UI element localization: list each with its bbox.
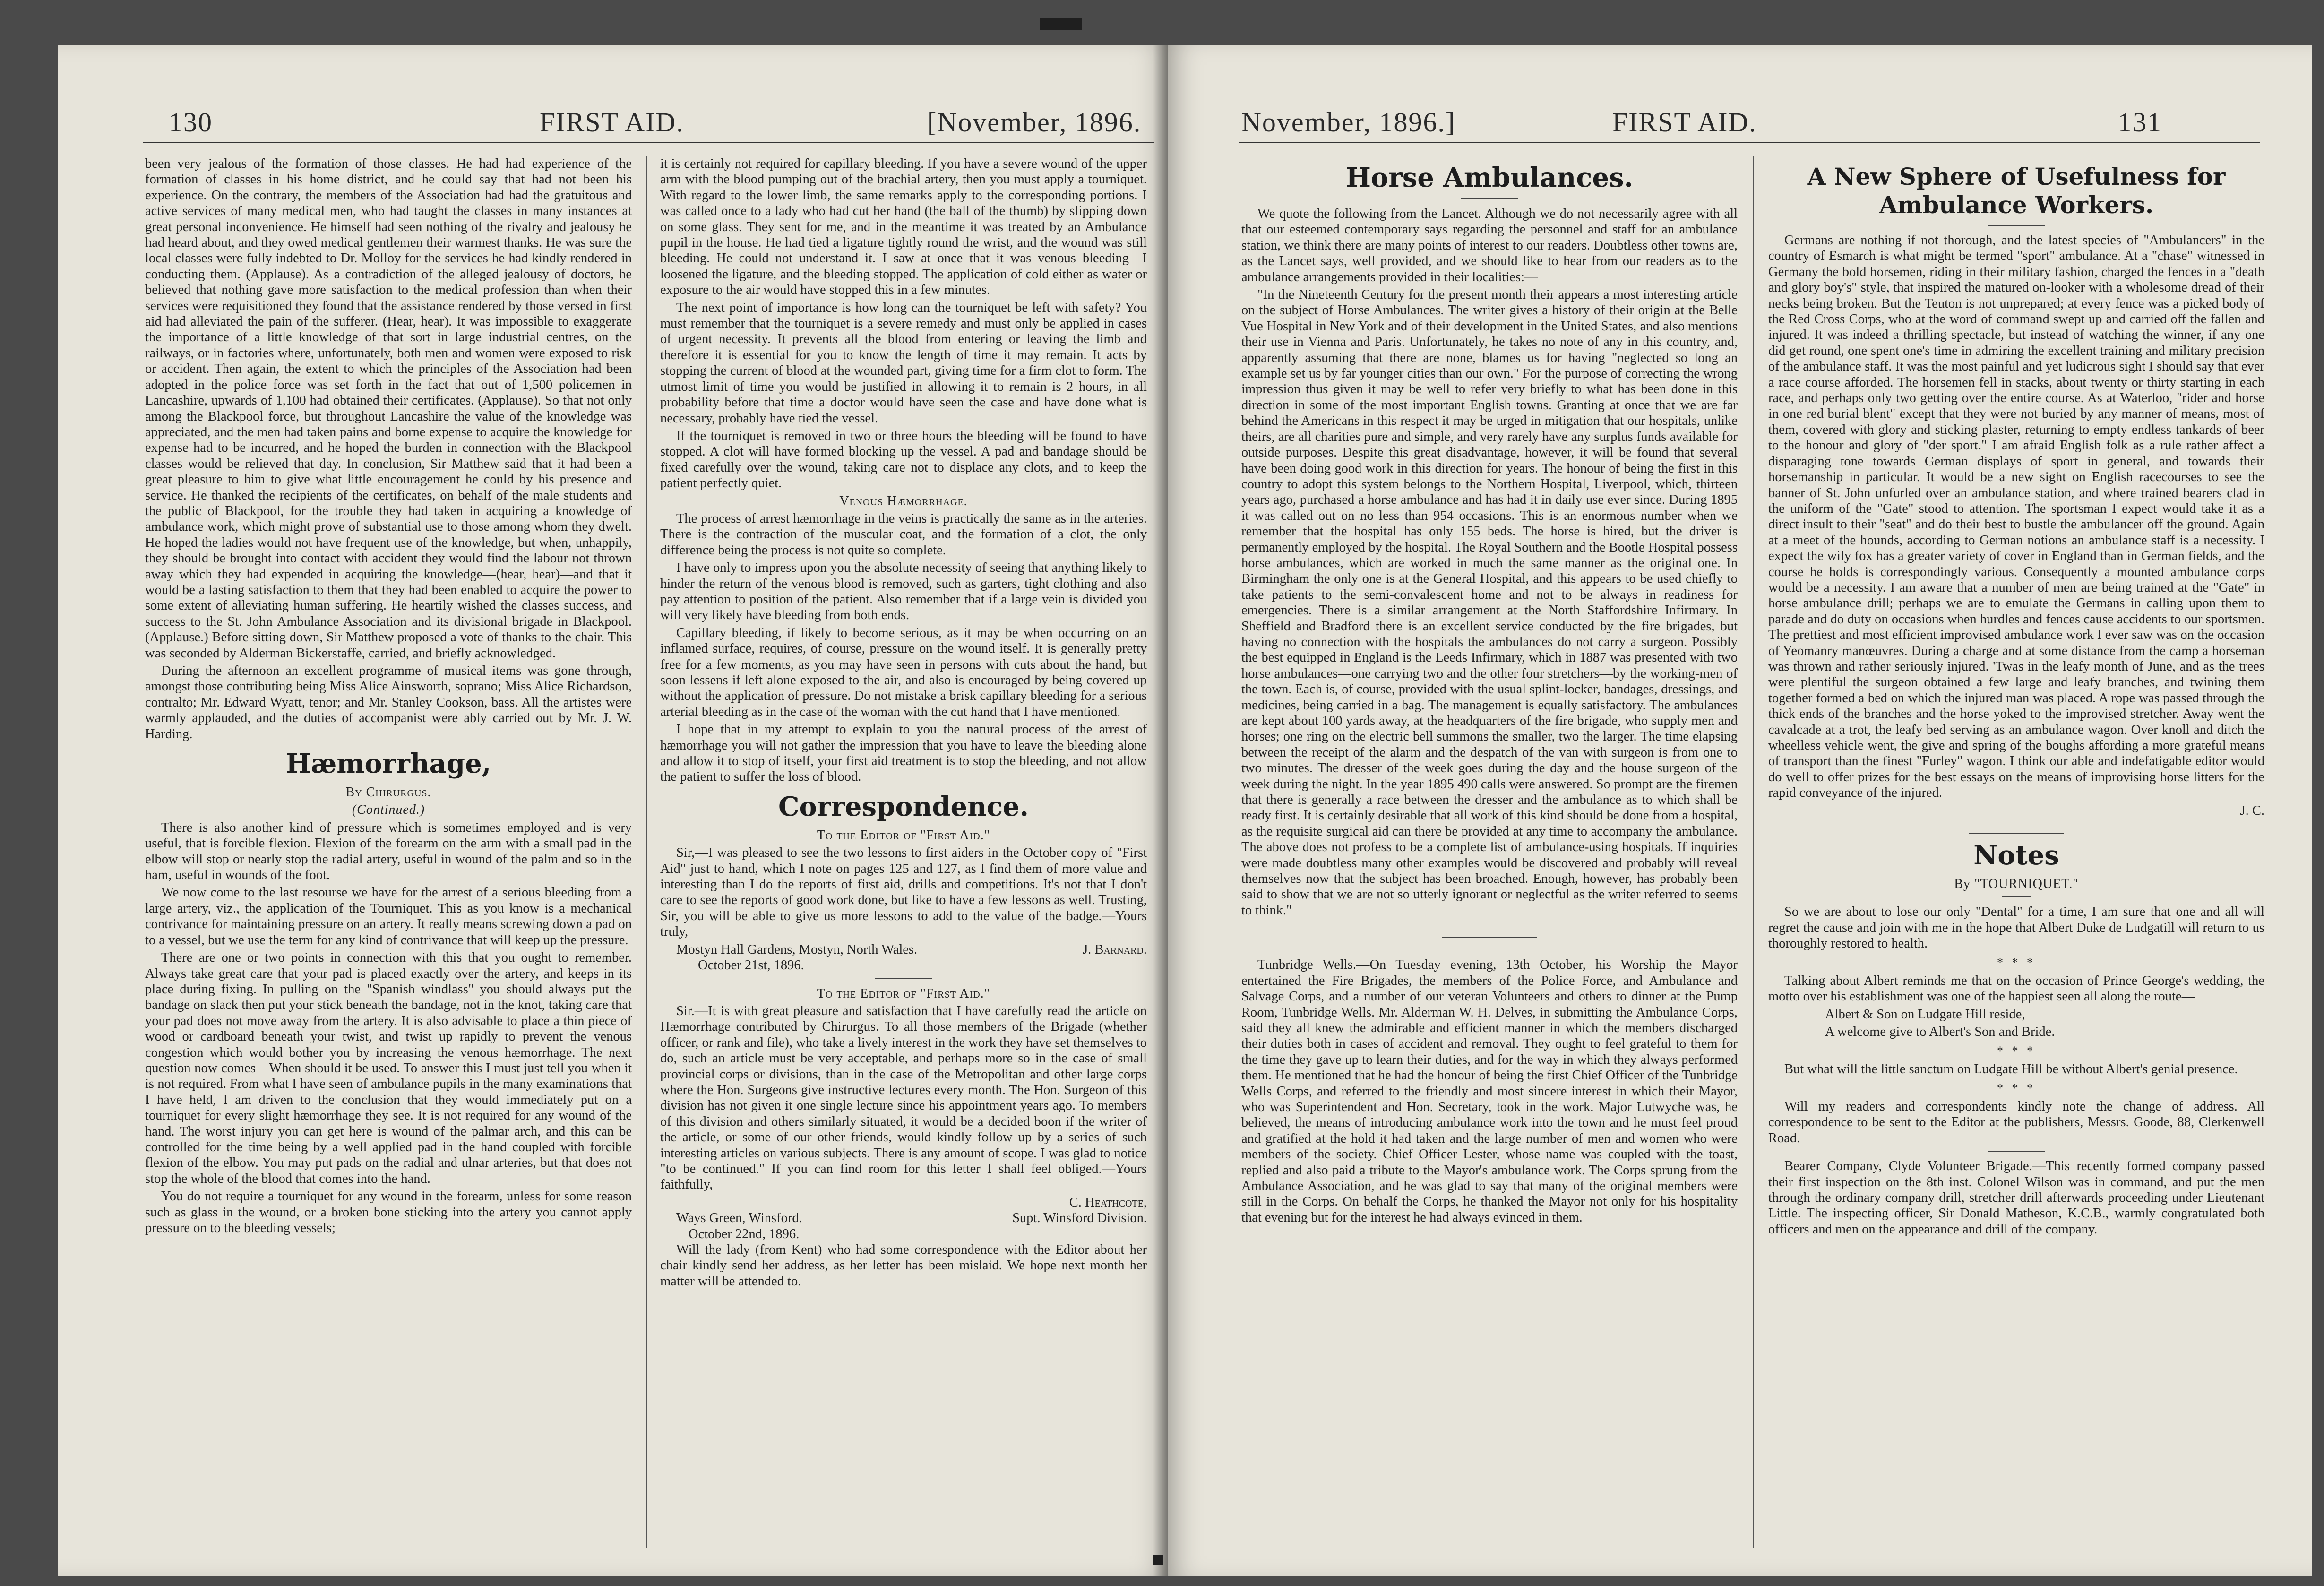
letter-body: Sir,—I was pleased to see the two lessons to first aiders in the October copy of "First Aid" just to hand, which I note on pages 125 and 127, as I find them of more value and interesting than I do the reports of first aid, drills and competitions. It's not that I don't care to see the reports of good work done, but like to have a few lessons as well. Trusting, Sir, you will be able to give us more lessons to add to the value of the badge.—Yours truly, [660,845,1147,940]
section-stars: * * * [1997,955,2036,969]
journal-title: FIRST AID. [1612,107,1757,138]
divider [2002,896,2031,897]
concert-paragraph: During the afternoon an excellent programme of musical items was gone through, amongst those contributing being Miss Alice Ainsworth, soprano; Miss Alice Richardson, contralto; Mr. Edward Wyatt, tenor; and Mr. Stanley Cookson, bass. All the artistes were warmly applauded, and the duties of accompanist were ably carried out by Mr. J. W. Harding. [145,664,632,741]
issue-date: [November, 1896. [927,107,1142,138]
letter-address: Ways Green, Winsford. [676,1211,802,1226]
article-paragraph: There is also another kind of pressure which is sometimes employed and is very useful, that is forcible flexion. Flexion of the forearm on the arm with a small pad in the elbow will stop or nearly stop the radial artery, useful in wound of the palm and so in the ham, useful in wounds of the foot. [145,820,632,883]
journal-title: FIRST AID. [540,107,684,138]
letter-date: October 21st, 1896. [698,958,804,973]
article-paragraph: I have only to impress upon you the absolute necessity of seeing that anything likely to hinder the return of the venous blood is removed, such as garters, tight clothing and also pay attention to position of the patient. Also remember that if a large vein is divided you will very likely have bleeding from both ends. [660,560,1147,623]
article-paragraph: You do not require a tourniquet for any wound in the forearm, unless for some reason such as glass in the wound, or a broken bone sticking into the artery you cannot apply pressure on to the bleeding vessels; [145,1189,632,1235]
letter-address: Mostyn Hall Gardens, Mostyn, North Wales. [676,942,918,957]
issue-date: November, 1896.] [1241,107,1456,138]
article-paragraph: "In the Nineteenth Century for the present month their appears a most interesting article on the subject of Horse Ambulances. The writer gives a history of their origin at the Belle Vue Hospital in New York and of their development in the United States, and also mentions their use in Vienna and Paris. Unfortunately, he takes no note of any in this country, and, apparently assuming that there are none, blames us for having "neglected so long an example set us by far younger cities than our own." For the purpose of correcting the wrong impression thus given it may be well to refer very briefly to what has been done in this direction in some of the most important English towns. Granting at once that we are far behind the Americans in this respect it may be urged in mitigation that our hospitals, unlike theirs, are all charities pure and simple, and very rarely have any surplus funds available for outside purposes. Despite this great disadvantage, however, it will be found that several have been doing good work in this direction for years. The honour of being the first in this country to adopt this system belongs to the Northern Hospital, Liverpool, which, thirteen years ago, purchased a horse ambulance and has had it in daily use ever since. During 1895 it was called out on no less than 954 occasions. This is an enormous number when we remember that the hospital has only 155 beds. The horse is hired, but the driver is permanently employed by the hospital. The Royal Southern and the Bootle Hospital possess horse ambulances, which are worked in much the same manner as the original one. In Birmingham the only one is at the General Hospital, and this appears to be used chiefly to take patients to the semi-convalescent home and not to be always in readiness for emergencies. There is a similar arrangement at the North Staffordshire Infirmary. In Sheffield and Bradford there is an excellent service conducted by the fire brigades, but having no connection with the hospitals the ambulances do not carry a surgeon. Possibly the best equipped in England is the Leeds Infirmary, which in 1887 was presented with two horse ambulances—one carrying two and the other four stretchers—by the working-men of the town. Each is, of course, provided with the usual splint-locker, bandages, dressings, and medicines, being carried in a bag. The management is equally satisfactory. The ambulances are kept about 100 yards away, at the headquarters of the fire brigade, who supply men and horses; one ring on the electric bell summons the smaller, two the larger. The time elapsing between the receipt of the alarm and the despatch of the van with surgeon is from one to two minutes. The dresser of the week goes during the day and the house surgeon of the week during the night. In the year 1895 490 calls were answered. So prompt are the firemen that there is generally a race between the dresser and the ambulance as to which shall be ready first. It is certainly desirable that all work of this kind should be done from a hospital, as the requisite surgical aid can there be provided at any time to accompany the ambulance. The above does not profess to be a complete list of ambulance-using hospitals. If inquiries were made doubtless many other examples would be discovered and probably will reveal themselves now that the subject has been broached. Enough, however, has probably been said to show that we are not so utterly ignorant or neglectful as the writer referred to seems to think." [1241,287,1738,918]
note-paragraph: So we are about to lose our only "Dental" for a time, I am sure that one and all will regret the cause and join with me in the hope that Albert Duke de Ludgatill will return to us thoroughly restored to health. [1768,905,2264,951]
article-paragraph: If the tourniquet is removed in two or three hours the bleeding will be found to have stopped. A clot will have formed blocking up the vessel. A pad and bandage should be fixed carefully over the wound, taking care not to displace any clots, and to keep the patient perfectly quiet. [660,428,1147,491]
section-heading: Correspondence. [778,791,1029,822]
byline: By "TOURNIQUET." [1954,877,2079,892]
article-paragraph: Capillary bleeding, if likely to become serious, as it may be when occurring on an inflamed surface, requires, of course, pressure on the wound itself. It is generally pretty free for a few moments, as you may have seen in persons with cuts about the hand, but soon lessens if left alone exposed to the air, and also is encouraged by being covered up without the application of pressure. Do not mistake a brisk capillary bleeding for a serious arterial bleeding as in the case of the woman with the cut hand that I have mentioned. [660,625,1147,719]
closing-notice: Will the lady (from Kent) who had some correspondence with the Editor about her chair kindly send her address, as her letter has been mislaid. We hope next month her matter will be attended to. [660,1242,1147,1289]
article-heading: A New Sphere of Usefulness for Ambulance Workers. [1807,163,2226,219]
column-divider [646,156,647,1548]
section-stars: * * * [1997,1081,2036,1095]
quote-line: Albert & Son on Ludgate Hill reside, [1825,1007,2025,1022]
left-page [58,45,1168,1576]
right-column-1 [1241,156,1738,1548]
article-paragraph: it is certainly not required for capillary bleeding. If you have a severe wound of the upper arm with the blood pumping out of the brachial artery, then you must apply a tourniquet. With regard to the lower limb, the same remarks apply to the corresponding portions. I was called once to a lady who had cut her hand (the ball of the thumb) by slipping down on some glass. They sent for me, and in the meantime it was treated by an Ambulance pupil in the house. He had tied a ligature tightly round the wrist, and the wound was still bleeding. He could not understand it. I saw at once that it was venous bleeding—I loosened the ligature, and the bleeding stopped. The application of cold either as water or exposure to the air would have stopped this in a few minutes. [660,156,1147,298]
article-paragraph: I hope that in my attempt to explain to you the natural process of the arrest of hæmorrhage you will not gather the impression that you have to leave the bleeding alone and allow it to stop of itself, your first aid treatment is to stop the bleeding, and not allow the patient to suffer the loss of blood. [660,722,1147,784]
letter-salutation: To the Editor of "First Aid." [817,986,990,1001]
note-paragraph: But what will the little sanctum on Ludgate Hill be without Albert's genial presence. [1784,1062,2238,1077]
speech-paragraph: been very jealous of the formation of those classes. He had had experience of the formation of classes in his home district, and he could say that had not been his experience. On the contrary, the members of the Association had had the gratuitous and active services of many medical men, who had taught the classes in many instances at great personal inconvenience. He himself had seen nothing of the rivalry and jealousy he had heard about, and they owed medical gentlemen their warmest thanks. He was sure the local classes were fully indebted to Dr. Molloy for the services he had kindly rendered in conducting them. (Applause). As a contradiction of the alleged jealousy of doctors, he believed that nothing gave more satisfaction to the medical profession than when their services were requisitioned they found that the assistance rendered by those versed in first aid had alleviated the pain of the sufferer. (Hear, hear). It was impossible to exaggerate the importance of a little knowledge of that sort in large industrial centres, on the railways, or in factories where, unfortunately, both men and women were exposed to risk or accident. Then again, the extent to which the principles of the Association had been adopted in the police force was set forth in the fact that out of 1,500 policemen in Lancashire, upwards of 1,100 had obtained their certificates. (Applause). So that not only among the Blackpool force, but throughout Lancashire the value of the knowledge was appreciated, and the men had taken pains and borne expense to acquire the knowledge for expense had to be incurred, and he hoped the burden in connection with the Blackpool classes would be relieved that day. In conclusion, Sir Matthew said that it had been a great pleasure to him to give what little encouragement he could by his presence and service. He thanked the recipients of the certificates, on behalf of the male students and the public of Blackpool, for the trouble they had taken in acquiring a knowledge of ambulance work, which might prove of substantial use to those among whom they dwelt. He hoped the ladies would not have frequent use of the knowledge, but when, unhappily, they should be brought into contact with accident they would find the labour not thrown away which they had expended in acquiring the knowledge—(hear, hear)—and that it would be a lasting satisfaction to them that they had been enabled to acquire the power to some extent of alleviating human suffering. He heartily wished the classes success, and success to the St. John Ambulance Association and its divisional brigade in Blackpool. (Applause.) Before sitting down, Sir Matthew proposed a vote of thanks to the chair. This was seconded by Alderman Bickerstaffe, carried, and briefly acknowledged. [145,156,632,661]
letter-body: Sir.—It is with great pleasure and satisfaction that I have carefully read the article on Hæmorrhage contributed by Chirurgus. To all those members of the Brigade (whether officer, or rank and file), who take a lively interest in the work they have set themselves to do, such an article must be very acceptable, and perhaps more so in the case of small provincial corps or divisions, than in the case of the Metropolitan and other large corps where the Hon. Surgeons give instructive lectures every month. The Hon. Surgeon of this division has not given it one single lecture since his appointment years ago. To members of this division and others similarly situated, it would be a decided boon if the writer of the article, or some of our other friends, would kindly follow up by a series of such interesting articles on various subjects. There is any amount of scope. I was glad to notice "to be continued." If you can find room for this letter I shall feel obliged.—Yours faithfully, [660,1003,1147,1192]
continued-note: (Continued.) [352,802,425,818]
note-paragraph: Bearer Company, Clyde Volunteer Brigade.—This recently formed company passed their first inspection on the 8th inst. Colonel Wilson was in command, and put the men through the ordinary company drill, stretcher drill afterwards proceeding under Lieutenant Little. The inspecting officer, Sir Donald Matheson, K.C.B., warmly congratulated both officers and men on the appearance and drill of the company. [1768,1159,2264,1237]
divider [1442,937,1537,938]
article-paragraph: Germans are nothing if not thorough, and the latest species of "Ambulancers" in the country of Esmarch is what might be termed "sport" ambulance. At a "chase" witnessed in Germany the bold horsemen, riding in their military fashion, charged the fences in a "death and glory boy's" style, that inspired the matured on-looker with a wholesome dread of their necks being broken. But the Teuton is not unprepared; at every fence was a picked body of the Red Cross Corps, who at the word of command swept up and carried off the fallen and injured. It was indeed a thrilling spectacle, but instead of watching the winner, if any one did get round, one spent one's time in admiring the excellent training and military precision of the ambulance staff. It was the most painful and yet ludicrous sight I should say that ever a race course afforded. The horsemen fell in stacks, about twenty or thirty starting in each race, and perhaps only two getting over the entire course. As at Waterloo, "rider and horse in one red burial blent" except that they were not buried by any manner of means, most of them, covered with glory and sticking plaster, returning to empty endless tankards of beer to the honour and glory of "der sport." I am afraid English folk as a rule rather affect a disparaging tone towards German displays of sport in general, and towards their horsemanship in particular. It would be a new sight on English racecourses to see the banner of St. John unfurled over an ambulance station, and where trained bearers clad in the uniform of the "Gate" stood to attention. The sportsman I expect would take it as a direct insult to their "seat" and do their best to bustle the ambulancer off the ground. Again at a meet of the hounds, according to German notions an ambulance staff is a necessity. I expect the wily fox has a greater variety of cover in England than in German fields, and the course he holds is correspondingly various. Consequently a mounted ambulance corps would be a necessity. I am aware that a number of men are being trained at the "Gate" in horse ambulance drill; perhaps we are to emulate the Germans in calling upon them to parade and do duty on occasions when hurdles and fences cause accidents to our sportsmen. The prettiest and most efficient improvised ambulance work I ever saw was on the occasion of Yeomanry manœuvres. During a charge and at some distance from the camp a horseman was thrown and rather seriously injured. 'Twas in the leafy month of June, and as the trees were plentiful the surgeon obtained a few large and leafy branches, and twining them together formed a bed on which the injured man was placed. A rope was passed through the thick ends of the branches and the horse yoked to the improvised stretcher. Away went the cavalcade at a trot, the leafy bed serving as an ambulance wagon. Over knoll and ditch the wheelless vehicle went, the give and spring of the boughs affording a more grateful means of transport than the finest "Furley" wagon. I think our able and indefatigable editor would do well to offer prizes for the best essays on the means of improvising horse litters for the rapid conveyance of the injured. [1768,233,2264,801]
right-column-2 [1768,156,2264,1548]
left-column-1 [145,156,632,1548]
corner-mark [1153,1555,1163,1565]
news-paragraph: Tunbridge Wells.—On Tuesday evening, 13th October, his Worship the Mayor entertained the Fire Brigades, the members of the Police Force, and Ambulance and Salvage Corps, and a number of our veteran Volunteers and others to dinner at the Pump Room, Tunbridge Wells. Mr. Alderman W. H. Delves, in submitting the Ambulance Corps, said they all knew the admirable and efficient manner in which the members discharged their duties both in cases of accident and removal. They ought to feel grateful to them for the time they gave up to learn their duties, and for the way in which they always performed them. He mentioned that he had the honour of being the first Chief Officer of the Tunbridge Wells Corps, and referred to the friendly and most sincere interest in which their Mayor, who was Superintendent and Hon. Secretary, took in the work. Major Lutwyche was, he believed, the means of introducing ambulance work into the town and he must feel proud and gratified at the hold it had taken and the large number of men and women who were members of the society. Chief Officer Lester, whose name was coupled with the toast, replied and also paid a tribute to the Mayor's ambulance work. The Corps sprung from the Ambulance Association, and he was glad to say that many of the original members were still in the Corps. On behalf the Corps, he thanked the Mayor not only for his hospitality that evening but for the interest he had always evinced in them. [1241,957,1738,1225]
header-rule [143,142,1154,143]
article-paragraph: The process of arrest hæmorrhage in the veins is practically the same as in the arteries. There is the contraction of the muscular coat, and the formation of a clot, the only difference being the process is not quite so complete. [660,511,1147,558]
left-column-2 [660,156,1147,1548]
header-rule [1239,142,2260,143]
letter-role: Supt. Winsford Division. [1012,1211,1147,1226]
page-number: 130 [169,107,213,138]
quote-line: A welcome give to Albert's Son and Bride. [1825,1025,2055,1040]
article-heading: Hæmorrhage, [285,748,491,780]
divider [1461,198,1518,199]
letter-signature: J. Barnard. [1083,942,1147,957]
divider [875,978,932,979]
letter-salutation: To the Editor of "First Aid." [817,827,990,843]
divider [1969,833,2064,834]
article-paragraph: The next point of importance is how long can the tourniquet be left with safety? You must remember that the tourniquet is a severe remedy and must only be applied in cases of urgent necessity. It prevents all the blood from entering or leaving the limb and therefore it is essential for you to know the length of time it may remain. It acts by stopping the current of blood at the wounded part, giving time for a firm clot to form. The utmost limit of time you would be justified in allowing it to remain is 2 hours, in all probability before that time a doctor would have seen the case and have done what is necessary, probably have tied the vessel. [660,300,1147,426]
byline: By Chirurgus. [345,785,431,800]
page-number: 131 [2118,107,2162,138]
column-divider [1753,156,1754,1548]
article-paragraph: There are one or two points in connection with this that you ought to remember. Always take great care that your pad is placed exactly over the artery, and keeps in its place during fixing. In pulling on the "Spanish windlass" you should always put the bandage on slack then put your stick beneath the bandage, not in the knot, taking care that your pad does not move away from the artery. It is also advisable to place a thin piece of wood or cardboard beneath your twist, and twist up rapidly to prevent the venous congestion which would bother you by increasing the venous hæmorrhage. The next question now comes—When should it be used. To answer this I must just tell you when it is not required. From what I have seen of ambulance pupils in the many examinations that I have held, I am driven to the conclusion that they would immediately put on a tourniquet for every slight hæmorrhage they see. It is not required for any wound of the hand. The worst injury you can get here is wound of the palmar arch, and this can be controlled for the time being by a well applied pad in the hand coupled with forcible flexion of the elbow. You may put pads on the radial and ulnar arteries, but that does not stop the whole of the blood that comes into the hand. [145,950,632,1186]
spine-mark [1040,18,1082,30]
divider [1988,1151,2045,1152]
subheading: Venous Hæmorrhage. [839,493,968,509]
letter-signature: C. Heathcote, [1069,1195,1147,1210]
article-heading: Horse Ambulances. [1345,162,1633,193]
right-page [1168,45,2312,1576]
article-paragraph: We now come to the last resourse we have for the arrest of a serious bleeding from a large artery, viz., the application of the Tourniquet. This as you know is a mechanical contrivance for maintaining pressure on an artery. It really means screwing down a pad on to a vessel, but we use the term for any kind of contrivance that will keep up the pressure. [145,885,632,948]
letter-date: October 22nd, 1896. [689,1226,800,1241]
article-paragraph: We quote the following from the Lancet. Although we do not necessarily agree with all that our esteemed contemporary says regarding the personnel and staff for an ambulance station, we think there are many points of interest to our readers. Doubtless other towns are, as the Lancet says, well provided, and we should like to hear from our readers as to the ambulance arrangements provided in their localities:— [1241,207,1738,284]
section-stars: * * * [1997,1043,2036,1058]
divider [1988,225,2045,226]
article-signature: J. C. [2240,803,2264,818]
section-heading: Notes [1973,840,2059,871]
note-paragraph: Talking about Albert reminds me that on the occasion of Prince George's wedding, the motto over his establishment was one of the happiest seen all along the route— [1768,974,2264,1004]
note-paragraph: Will my readers and correspondents kindly note the change of address. All correspondence to be sent to the Editor at the publishers, Messrs. Goode, 88, Clerkenwell Road. [1768,1099,2264,1146]
